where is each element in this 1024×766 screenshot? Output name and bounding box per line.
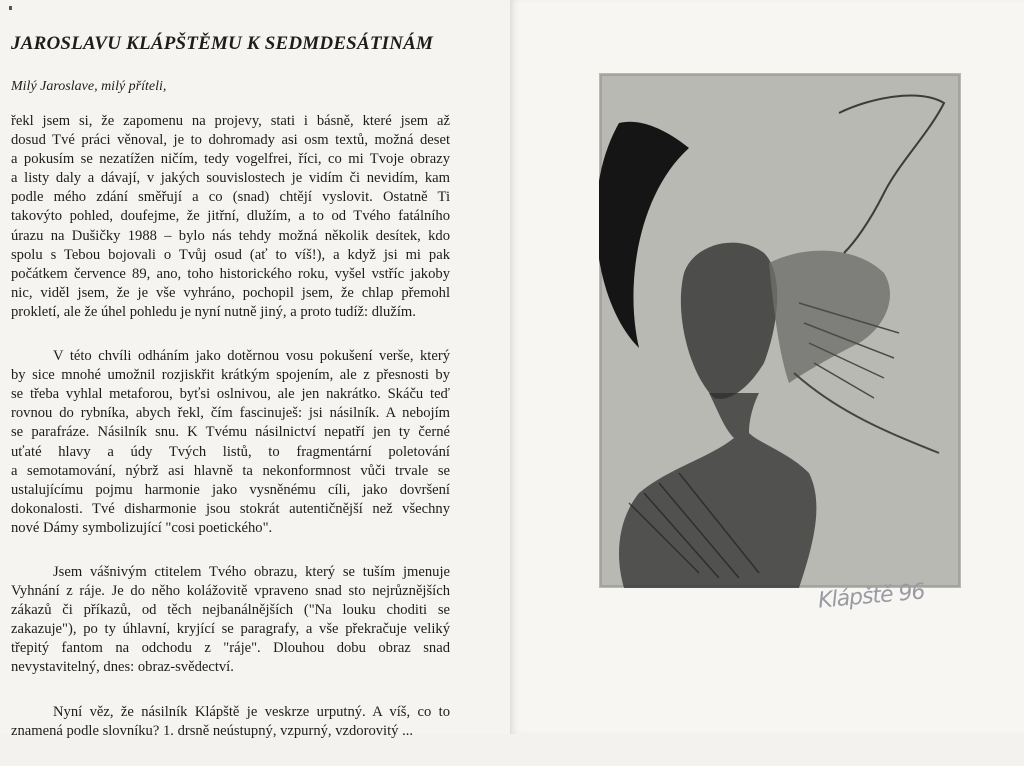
etching-artwork: [599, 73, 961, 588]
corner-mark: [9, 6, 12, 10]
text-line: třepitý fantom na odchodu z "ráje". Dlouhou dobu obraz snad: [11, 640, 450, 657]
text-line: a listy daly a dávají, v jakých souvislostech je vidím či nevidím, kam: [11, 170, 450, 187]
text-line: nové Dámy symbolizující "cosi poetického".: [11, 519, 273, 536]
text-line: řekl jsem si, že zapomenu na projevy, stati i básně, které jsem až: [11, 113, 450, 129]
text-line: ustalujícímu pojmu harmonie jako vysněnému cíli, jako dovršení: [11, 481, 450, 498]
text-line: takovýto pohled, doufejme, že jitřní, dlužím, a to od Tvého fatálního: [11, 208, 450, 225]
paragraph: [11, 703, 450, 741]
text-line: Jsem vášnivým ctitelem Tvého obrazu, který se tuším jmenuje: [53, 563, 450, 580]
text-line: nic, viděl jsem, že je vše vyhráno, pochopil jsem, že chlap přemohl: [11, 284, 450, 301]
text-line: zákazů či příkazů, od těch nejbanálnějších ("Na louku choditi se: [11, 602, 450, 619]
left-page: [0, 0, 510, 739]
text-line: by sice mnohé umožnil rozjiskřit krátkým spojením, ale z přesnosti by: [11, 367, 450, 384]
text-line: počátkem července 89, ano, toho historického roku, vyšel vstříc jakoby: [11, 265, 450, 282]
paragraph: [11, 112, 450, 322]
text-line: znamená podle slovníku? 1. drsně neústupný, vzpurný, vzdorovitý ...: [11, 722, 414, 739]
text-line: prokletí, ale že úhel pohledu je nyní nutně jiný, a proto tudíž: dlužím.: [11, 303, 416, 320]
text-line: zakazuje"), po ty úhlavní, kryjící se paragrafy, a vše překračuje veliký: [11, 621, 450, 638]
text-line: Vyhnání z ráje. Je do něho kolážovitě vpraveno snad sto nejrůznějších: [11, 583, 450, 600]
text-line: nevystavitelný, dnes: obraz-svědectví.: [11, 659, 234, 676]
paragraph: [11, 347, 450, 538]
salutation: Milý Jaroslave, milý příteli,: [11, 79, 167, 94]
text-line: spolu s Tebou bojovali o Tvůj osud (ať to víš!), a když jsi mi pak: [11, 246, 450, 263]
text-line: Nyní věz, že násilník Klápště je veskrze urputný. A víš, co to: [53, 703, 450, 720]
text-line: podle mého zdání směřují a co (snad) chtějí vyslovit. Ostatně Ti: [11, 189, 450, 206]
paragraph: [11, 563, 450, 678]
text-line: a semotamování, nýbrž asi hlavně ta nekonformnost vůči trvale se: [11, 462, 450, 479]
text-line: se parafráze. Násilník snu. K Tvému násilnictví nepatří jen ty černé: [11, 424, 450, 441]
text-line: úrazu na Dušičky 1988 – bylo nás tehdy možná několik desítek, kdo: [11, 227, 450, 244]
text-line: rovnou do rybníka, abych řekl, čím fascinuješ: jsi násilník. A nebojím: [11, 405, 450, 422]
artist-signature: Klápště 96: [817, 579, 926, 614]
article-title: JAROSLAVU KLÁPŠTĚMU K SEDMDESÁTINÁM: [11, 33, 434, 54]
text-line: dosud Tvé práci věnoval, je to dohromady asi osm textů, možná deset: [11, 132, 450, 149]
letter-body: [11, 112, 450, 766]
text-line: se třeba vyhlal metaforou, byťsi oslnivou, ale jen nakrátko. Skáču teď: [11, 386, 450, 403]
text-line: uťaté hlavy a údy Tvých listů, to fragmentární poletování: [11, 443, 450, 460]
text-line: V této chvíli odháním jako dotěrnou vosu pokušení verše, který: [53, 348, 450, 365]
text-line: a pokusím se nezatížen ničím, tedy vogelfrei, říci, co mi Tvoje obrazy: [11, 151, 450, 168]
text-line: dokonalosti. Tvé disharmonie jsou stokrát autentičnější než všechny: [11, 500, 450, 517]
